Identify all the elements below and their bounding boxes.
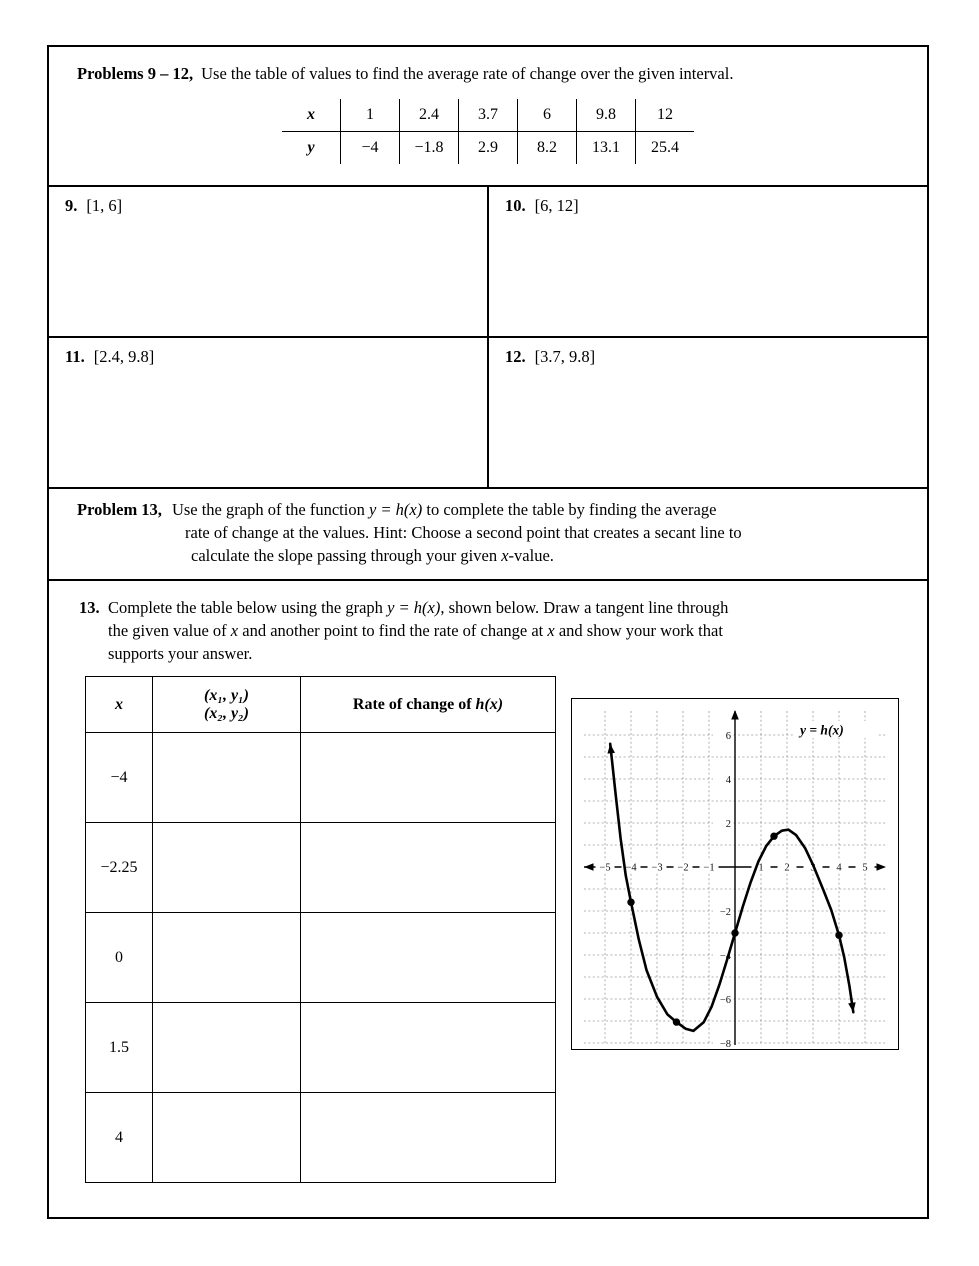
- values-cell: −1.8: [400, 132, 459, 165]
- svg-text:−4: −4: [625, 862, 637, 874]
- problem-12-number: 12.: [505, 347, 526, 366]
- problem-13-line3: [77, 544, 903, 567]
- header-rate-math: h(x): [475, 695, 504, 713]
- header-x-label: x: [115, 695, 123, 713]
- problems-grid-row: [49, 338, 927, 489]
- problem-10-interval: [6, 12]: [534, 196, 579, 215]
- answer-cell: [153, 1093, 301, 1183]
- values-cell: 9.8: [577, 99, 636, 132]
- task-text: and show your work that: [554, 621, 723, 640]
- answer-cell: [153, 913, 301, 1003]
- rate-table-header-row: [86, 677, 556, 733]
- problems-grid: [49, 185, 927, 489]
- x-value-cell: −4: [86, 733, 153, 823]
- problems-grid-row: [49, 187, 927, 338]
- answer-cell: [301, 733, 556, 823]
- problem-13-math: y = h(x): [368, 500, 423, 519]
- rate-table-row: [86, 1093, 556, 1183]
- values-cell: 25.4: [651, 139, 679, 156]
- svg-text:−1: −1: [703, 862, 715, 874]
- values-x-label: x: [282, 99, 341, 132]
- header-rate: [301, 677, 556, 733]
- svg-text:−6: −6: [719, 994, 731, 1006]
- problem-13-math: x: [501, 546, 509, 565]
- problem-13-instructions: [49, 489, 927, 581]
- answer-cell: [301, 913, 556, 1003]
- svg-text:6: 6: [725, 730, 731, 742]
- values-y-label: y: [282, 132, 341, 165]
- problem-11-number: 11.: [65, 347, 85, 366]
- answer-cell: [153, 823, 301, 913]
- values-cell: 1: [341, 99, 400, 132]
- rate-table-row: [86, 1003, 556, 1093]
- task-text: Complete the table below using the graph: [108, 598, 388, 617]
- task-math: x: [230, 621, 239, 640]
- values-cell: 12: [636, 99, 695, 132]
- svg-text:y = h(x): y = h(x): [800, 722, 844, 738]
- h-graph-frame: [571, 698, 899, 1050]
- task-text: and another point to find the rate of change at: [238, 621, 548, 640]
- header-rate-text: Rate of change of: [352, 695, 476, 713]
- header-point1: (x₁, y₁): [204, 686, 249, 704]
- values-row-y: [282, 132, 694, 165]
- svg-text:−2: −2: [719, 906, 731, 918]
- rate-table-row: [86, 913, 556, 1003]
- svg-text:2: 2: [725, 818, 731, 830]
- problem-9-number: 9.: [65, 196, 78, 215]
- header-x: [86, 677, 153, 733]
- task-math: y = h(x): [387, 598, 441, 617]
- values-cell: −4: [341, 132, 400, 165]
- problems-9-12-label: Problems 9 – 12,: [77, 64, 194, 83]
- task-text: , shown below. Draw a tangent line through: [440, 598, 729, 617]
- problem-12-interval: [3.7, 9.8]: [534, 347, 596, 366]
- problem-13-line2: rate of change at the values. Hint: Choose a second point that creates a secant line to: [185, 523, 742, 542]
- svg-text:−3: −3: [651, 862, 663, 874]
- task-text: the given value of: [108, 621, 231, 640]
- values-row-x: [282, 99, 694, 132]
- problem-10-cell: [487, 187, 927, 336]
- values-cell: 3.7: [459, 99, 518, 132]
- rate-of-change-table: [85, 676, 556, 1183]
- values-cell: 8.2: [518, 132, 577, 165]
- header-points: [153, 677, 301, 733]
- svg-text:1: 1: [758, 862, 764, 874]
- problem-12-cell: [487, 338, 927, 487]
- problem-13-text: -value.: [508, 546, 554, 565]
- problem-13-task-text: [108, 596, 728, 665]
- svg-text:4: 4: [836, 862, 842, 874]
- svg-text:−4: −4: [719, 950, 731, 962]
- svg-text:3: 3: [810, 862, 816, 874]
- task-line2: [108, 619, 728, 642]
- rate-table-row: [86, 733, 556, 823]
- answer-cell: [301, 1003, 556, 1093]
- problem-9-cell: [49, 187, 487, 336]
- answer-cell: [153, 1003, 301, 1093]
- answer-cell: [301, 1093, 556, 1183]
- problem-13-text: calculate the slope passing through your given: [191, 546, 502, 565]
- values-cell: 6: [518, 99, 577, 132]
- task-line1: [108, 596, 728, 619]
- svg-text:−5: −5: [599, 862, 611, 874]
- answer-cell: [153, 733, 301, 823]
- problem-11-cell: [49, 338, 487, 487]
- svg-text:2: 2: [784, 862, 790, 874]
- x-value-cell: −2.25: [86, 823, 153, 913]
- answer-cell: [301, 823, 556, 913]
- x-value-cell: 1.5: [86, 1003, 153, 1093]
- task-math: x: [547, 621, 555, 640]
- values-table: [282, 99, 694, 164]
- values-cell: 13.1: [577, 132, 636, 165]
- svg-text:−8: −8: [719, 1038, 731, 1049]
- problem-13-text: Use the graph of the function: [171, 500, 369, 519]
- worksheet-border-box: [47, 45, 929, 1219]
- problem-13-work-area: [49, 665, 927, 1183]
- x-value-cell: 0: [86, 913, 153, 1003]
- problem-10-number: 10.: [505, 196, 526, 215]
- problem-9-interval: [1, 6]: [86, 196, 123, 215]
- rate-table-row: [86, 823, 556, 913]
- x-value-cell: 4: [86, 1093, 153, 1183]
- svg-text:5: 5: [862, 862, 868, 874]
- h-of-x-graph: [572, 699, 898, 1049]
- problem-13-task: [49, 581, 927, 665]
- values-cell: 2.4: [400, 99, 459, 132]
- header-point2: (x₂, y₂): [204, 704, 249, 722]
- svg-text:4: 4: [725, 774, 731, 786]
- problem-11-interval: [2.4, 9.8]: [93, 347, 155, 366]
- values-cell: 2.9: [459, 132, 518, 165]
- problems-9-12-text: Use the table of values to find the average rate of change over the given interval.: [201, 64, 734, 83]
- problem-13-text: to complete the table by finding the average: [422, 500, 717, 519]
- task-line3: supports your answer.: [108, 644, 253, 663]
- problems-9-12-instructions: [49, 47, 927, 84]
- svg-text:−2: −2: [677, 862, 689, 874]
- problem-13-label: Problem 13,: [77, 500, 162, 519]
- problem-13-line1: [77, 498, 903, 521]
- problem-13-number: 13.: [79, 598, 100, 617]
